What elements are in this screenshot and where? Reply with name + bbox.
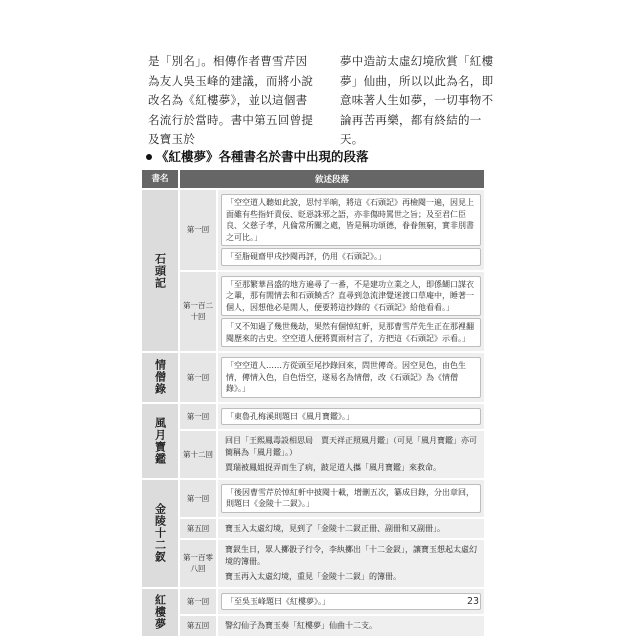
table-row [180, 404, 484, 432]
quotes-cell [218, 616, 484, 636]
chapter-cell: 第一百零八回 [180, 540, 218, 587]
book-titles-table [142, 170, 484, 636]
table-row [180, 272, 484, 352]
book-name-cell: 風月寶鑑 [142, 404, 180, 478]
chapter-cell: 第一回 [180, 589, 218, 615]
quote-text: 「至脂硯齋甲戌抄閱再評，仍用《石頭記》。」 [221, 248, 481, 266]
quotes-cell [218, 190, 484, 270]
table-row [180, 431, 484, 478]
chapter-cell: 第一百二十回 [180, 272, 218, 352]
table-row [180, 589, 484, 617]
quote-text: 「東魯孔梅溪則題曰《風月寶鑑》。」 [221, 408, 481, 426]
quotes-cell [218, 519, 484, 539]
bullet-icon [146, 154, 152, 160]
chapter-cell: 第十二回 [180, 431, 218, 478]
intro-text-left: 是「別名」。相傳作者曹雪芹因為友人吳玉峰的建議，而將小說改名為《紅樓夢》，並以這個書名流行於當時。書中第五回曾提及寶玉於 [148, 54, 314, 146]
book-name-cell: 情僧錄 [142, 353, 180, 402]
table-row [180, 353, 484, 402]
quote-text: 「空空道人聽如此說，思忖半晌，將這《石頭記》再檢閱一遍，因見上面雖有些指奸責佞、貶惡誅邪之語，亦非傷時罵世之旨；及至君仁臣良、父慈子孝，凡倫常所關之處，皆是稱功頌德，眷眷無窮，實非別書之可比。」 [221, 194, 481, 246]
quotes-cell [218, 589, 484, 615]
quote-text: 「又不知過了幾世幾劫，果然有個悼紅軒，見那曹雪芹先生正在那裡翻閱歷來的古史。空空道人便將賈雨村言了，方把這《石頭記》示看。」 [221, 318, 481, 347]
chapter-cell: 第五回 [180, 616, 218, 636]
table-group [142, 402, 484, 478]
table-group [142, 587, 484, 636]
quote-text: 「至吳玉峰題曰《紅樓夢》。」 [221, 593, 481, 611]
table-group [142, 351, 484, 402]
table-row [180, 519, 484, 541]
table-row [180, 616, 484, 636]
quote-text: 寶釵生日，眾人擲骰子行令，李紈擲出「十二金釵」，讓寶玉想起太虛幻境的簿冊。 [225, 545, 477, 566]
table-row [180, 540, 484, 587]
quote-text: 警幻仙子為寶玉奏「紅樓夢」仙曲十二支。 [225, 621, 377, 630]
quote-text: 賈瑞被鳳姐捉弄而生了病，跛足道人攜「風月寶鑑」來救命。 [225, 463, 441, 472]
quote-text: 「後因曹雪芹於悼紅軒中披閱十載，增刪五次，纂成目錄，分出章回，則題曰《金陵十二釵》。」 [221, 484, 481, 513]
book-name-cell: 石頭記 [142, 190, 180, 351]
table-header [142, 170, 484, 188]
chapter-cell: 第一回 [180, 353, 218, 402]
quotes-cell [218, 540, 484, 587]
quotes-cell [218, 431, 484, 478]
page-number: 23 [467, 596, 480, 607]
chapter-cell: 第一回 [180, 190, 218, 270]
book-name-cell: 金陵十二釵 [142, 480, 180, 587]
book-name-cell: 紅樓夢 [142, 589, 180, 636]
table-group [142, 188, 484, 351]
quote-text: 寶玉再入太虛幻境，重見「金陵十二釵」的簿冊。 [225, 572, 401, 581]
table-row [180, 480, 484, 519]
header-book-name: 書名 [142, 170, 180, 188]
quotes-cell [218, 353, 484, 402]
chapter-cell: 第一回 [180, 404, 218, 430]
chapter-cell: 第五回 [180, 519, 218, 539]
section-heading [146, 147, 369, 165]
quote-text: 「空空道人……方從頭至尾抄錄回來，問世傳奇。因空見色，由色生情，傳情入色，自色悟空，遂易名為情僧，改《石頭記》為《情僧錄》。」 [221, 357, 481, 398]
quote-text: 寶玉入太虛幻境，見到了「金陵十二釵正冊、副冊和又副冊」。 [225, 523, 445, 533]
quote-text: 「至那繁華昌盛的地方遍尋了一番，不是建功立業之人，即係餬口謀衣之輩，那有閒情去和石頭饒舌？直尋到急流津覺迷渡口草庵中，睡著一個人，因想他必是閒人，便要將這抄錄的《石頭記》給他看看。」 [221, 276, 481, 317]
table-body [142, 188, 484, 636]
quote-text: 回目「王熙鳳毒設相思局 賈天祥正照風月鑑」（可見「風月寶鑑」亦可簡稱為「風月鑑」。） [225, 436, 477, 457]
quotes-cell [218, 480, 484, 517]
intro-text-right: 夢中造訪太虛幻境欣賞「紅樓夢」仙曲，所以以此為名，即意味著人生如夢，一切事物不論再苦再樂，都有終結的一天。 [340, 54, 494, 146]
table-group [142, 478, 484, 587]
quotes-cell [218, 272, 484, 352]
table-row [180, 190, 484, 272]
chapter-cell: 第一回 [180, 480, 218, 517]
quotes-cell [218, 404, 484, 430]
header-paragraph: 敘述段落 [314, 175, 349, 185]
section-heading-text: 《紅樓夢》各種書名於書中出現的段落 [156, 149, 369, 164]
